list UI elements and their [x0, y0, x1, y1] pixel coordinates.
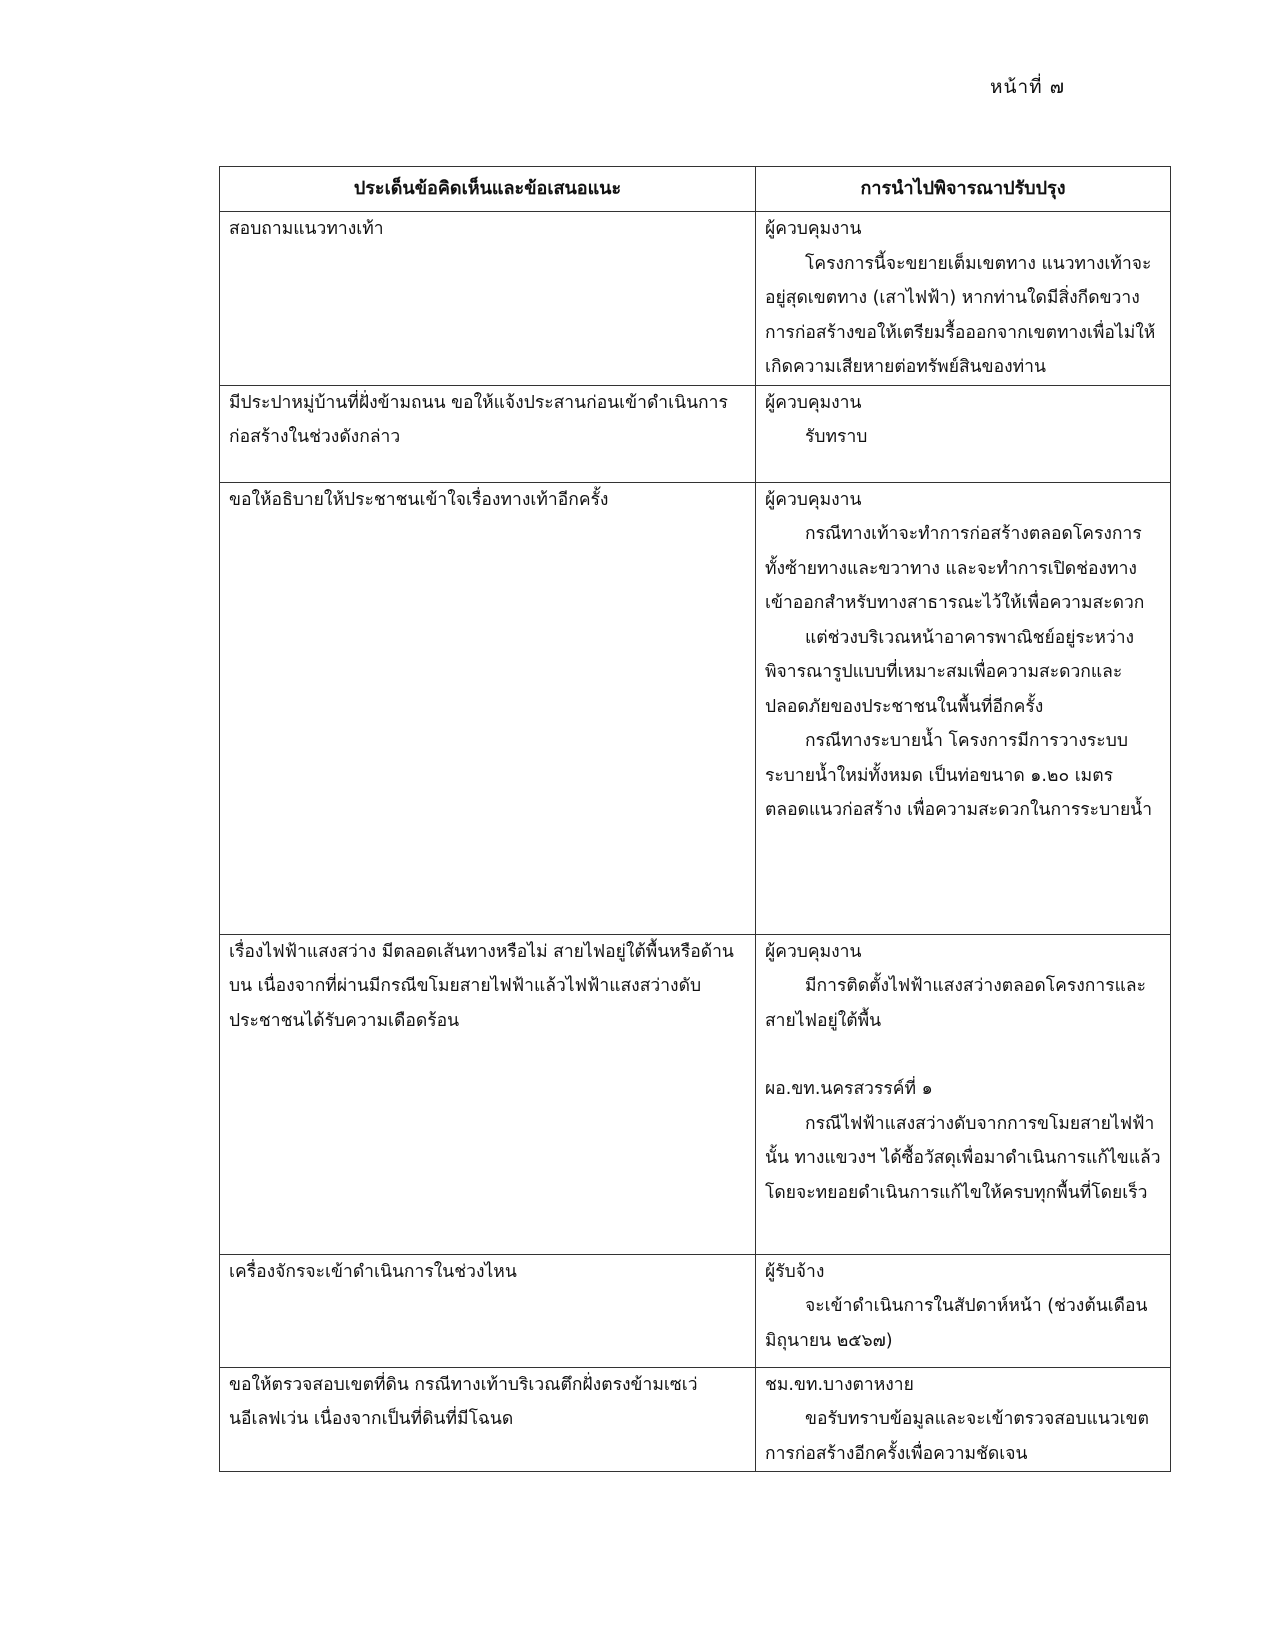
- responder-role: ผู้ควบคุมงาน: [765, 219, 862, 239]
- page-number: หน้าที่ ๗: [990, 76, 1066, 98]
- response-cell: [756, 385, 1171, 482]
- response-text: แต่ช่วงบริเวณหน้าอาคารพาณิชย์อยู่ระหว่างพิจารณารูปแบบที่เหมาะสมเพื่อความสะดวกและปลอดภัยของประชาชนในพื้นที่อีกครั้ง: [765, 627, 1135, 717]
- table-row: [220, 1367, 1171, 1472]
- table-header-row: [220, 167, 1171, 212]
- response-text: กรณีทางระบายน้ำ โครงการมีการวางระบบระบายน้ำใหม่ทั้งหมด เป็นท่อขนาด ๑.๒๐ เมตร ตลอดแนวก่อสร้าง เพื่อความสะดวกในการระบายน้ำ: [765, 731, 1153, 820]
- response-text: จะเข้าดำเนินการในสัปดาห์หน้า (ช่วงต้นเดือน มิถุนายน ๒๕๖๗): [765, 1296, 1148, 1351]
- response-text: ขอรับทราบข้อมูลและจะเข้าตรวจสอบแนวเขตการก่อสร้างอีกครั้งเพื่อความชัดเจน: [765, 1409, 1149, 1464]
- response-cell: [756, 212, 1171, 386]
- column-header-comment: ประเด็นข้อคิดเห็นและข้อเสนอแนะ: [220, 167, 756, 212]
- response-cell: [756, 934, 1171, 1254]
- response-text: รับทราบ: [805, 427, 868, 447]
- response-text: กรณีทางเท้าจะทำการก่อสร้างตลอดโครงการ ทั้งซ้ายทางและขวาทาง และจะทำการเปิดช่องทางเข้าออกสำหรับทางสาธารณะไว้ให้เพื่อความสะดวก: [765, 524, 1145, 613]
- comment-cell: สอบถามแนวทางเท้า: [220, 212, 756, 386]
- spacer: [765, 1038, 1161, 1072]
- response-text: กรณีไฟฟ้าแสงสว่างดับจากการขโมยสายไฟฟ้านั้น ทางแขวงฯ ได้ซื้อวัสดุเพื่อมาดำเนินการแก้ไขแล้ว โดยจะทยอยดำเนินการแก้ไขให้ครบทุกพื้นที่โดยเร็ว: [765, 1113, 1161, 1203]
- table-row: [220, 212, 1171, 386]
- responder-role: ชม.ขท.บางตาหงาย: [765, 1374, 914, 1395]
- table-row: [220, 1254, 1171, 1367]
- response-cell: [756, 482, 1171, 934]
- responder-role: ผู้ควบคุมงาน: [765, 489, 862, 510]
- comment-cell: เรื่องไฟฟ้าแสงสว่าง มีตลอดเส้นทางหรือไม่ สายไฟอยู่ใต้พื้นหรือด้านบน เนื่องจากที่ผ่านมีกรณีขโมยสายไฟฟ้าแล้วไฟฟ้าแสงสว่างดับ ประชาชนได้รับความเดือดร้อน: [220, 934, 756, 1254]
- comment-cell: เครื่องจักรจะเข้าดำเนินการในช่วงไหน: [220, 1254, 756, 1367]
- table-row: [220, 385, 1171, 482]
- responder-role: ผู้รับจ้าง: [765, 1261, 825, 1282]
- responder-role: ผู้ควบคุมงาน: [765, 392, 862, 413]
- response-cell: [756, 1367, 1171, 1472]
- responder-role: ผู้ควบคุมงาน: [765, 941, 862, 962]
- comment-cell: ขอให้ตรวจสอบเขตที่ดิน กรณีทางเท้าบริเวณตึกฝั่งตรงข้ามเซเว่นอีเลฟเว่น เนื่องจากเป็นที่ดินที่มีโฉนด: [220, 1367, 756, 1472]
- response-cell: [756, 1254, 1171, 1367]
- comments-table: [219, 166, 1171, 1472]
- comment-cell: มีประปาหมู่บ้านที่ฝั่งข้ามถนน ขอให้แจ้งประสานก่อนเข้าดำเนินการก่อสร้างในช่วงดังกล่าว: [220, 385, 756, 482]
- responder-role: ผอ.ขท.นครสวรรค์ที่ ๑: [765, 1079, 933, 1099]
- comment-cell: ขอให้อธิบายให้ประชาชนเข้าใจเรื่องทางเท้าอีกครั้ง: [220, 482, 756, 934]
- table-row: [220, 934, 1171, 1254]
- response-text: มีการติดตั้งไฟฟ้าแสงสว่างตลอดโครงการและสายไฟอยู่ใต้พื้น: [765, 976, 1147, 1031]
- column-header-consideration: การนำไปพิจารณาปรับปรุง: [756, 167, 1171, 212]
- response-text: โครงการนี้จะขยายเต็มเขตทาง แนวทางเท้าจะอยู่สุดเขตทาง (เสาไฟฟ้า) หากท่านใดมีสิ่งกีดขวางการก่อสร้างขอให้เตรียมรื้อออกจากเขตทางเพื่อไม่ให้เกิดความเสียหายต่อทรัพย์สินของท่าน: [765, 253, 1156, 377]
- table-row: [220, 482, 1171, 934]
